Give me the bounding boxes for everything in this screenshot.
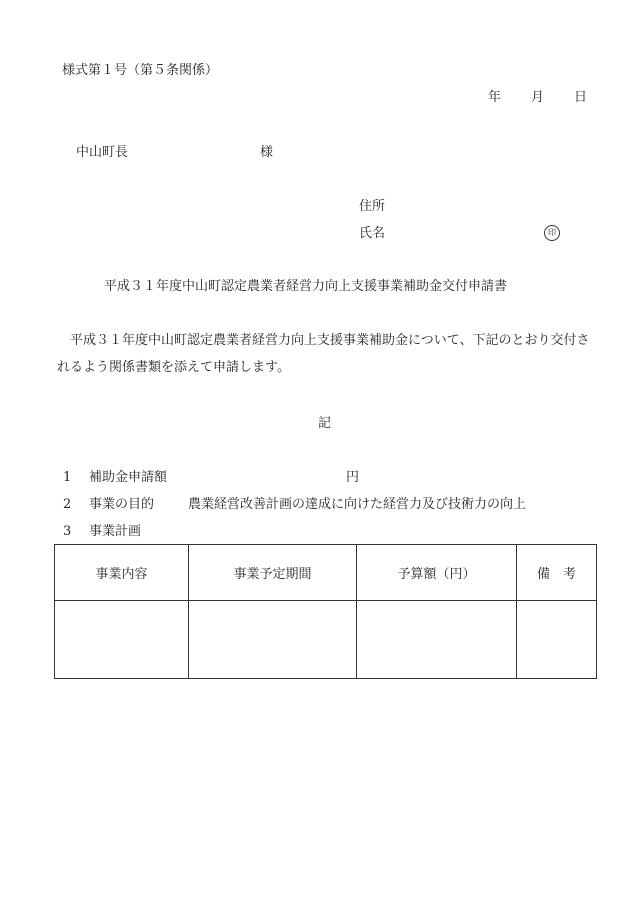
header-cell-remarks: 備 考: [517, 545, 597, 601]
item-value: 円: [346, 470, 360, 485]
form-number: 様式第１号（第５条関係）: [62, 63, 219, 78]
table-cell[interactable]: [517, 601, 597, 679]
addressee-name: 中山町長: [76, 145, 129, 160]
addressee-honorific: 様: [260, 145, 274, 160]
header-cell-budget: 予算額（円）: [357, 545, 517, 601]
header-cell-period: 事業予定期間: [189, 545, 357, 601]
item-label: 補助金申請額: [89, 470, 168, 485]
plan-table: [54, 544, 597, 679]
applicant-name-label: 氏名: [359, 226, 386, 241]
table-cell[interactable]: [189, 601, 357, 679]
date-day-label: 日: [574, 90, 588, 105]
table-cell[interactable]: [357, 601, 517, 679]
item-number: 3: [63, 524, 72, 539]
date-month-label: 月: [531, 90, 545, 105]
table-cell[interactable]: [55, 601, 189, 679]
header-cell-content: 事業内容: [55, 545, 189, 601]
seal-mark: 印: [544, 225, 560, 241]
body-paragraph: 平成３１年度中山町認定農業者経営力向上支援事業補助金について、下記のとおり交付されるよう関係書類を添えて申請します。: [57, 333, 590, 375]
table-row: [55, 601, 597, 679]
item-number: 1: [63, 470, 72, 485]
item-label: 事業の目的: [89, 497, 155, 512]
item-label: 事業計画: [89, 524, 142, 539]
applicant-address-label: 住所: [359, 199, 386, 214]
table-header-row: [55, 545, 597, 601]
item-number: 2: [63, 497, 72, 512]
document-title: 平成３１年度中山町認定農業者経営力向上支援事業補助金交付申請書: [104, 279, 508, 294]
ki-heading: 記: [318, 416, 332, 431]
item-value: 農業経営改善計画の達成に向けた経営力及び技術力の向上: [188, 497, 527, 512]
date-year-label: 年: [488, 90, 502, 105]
